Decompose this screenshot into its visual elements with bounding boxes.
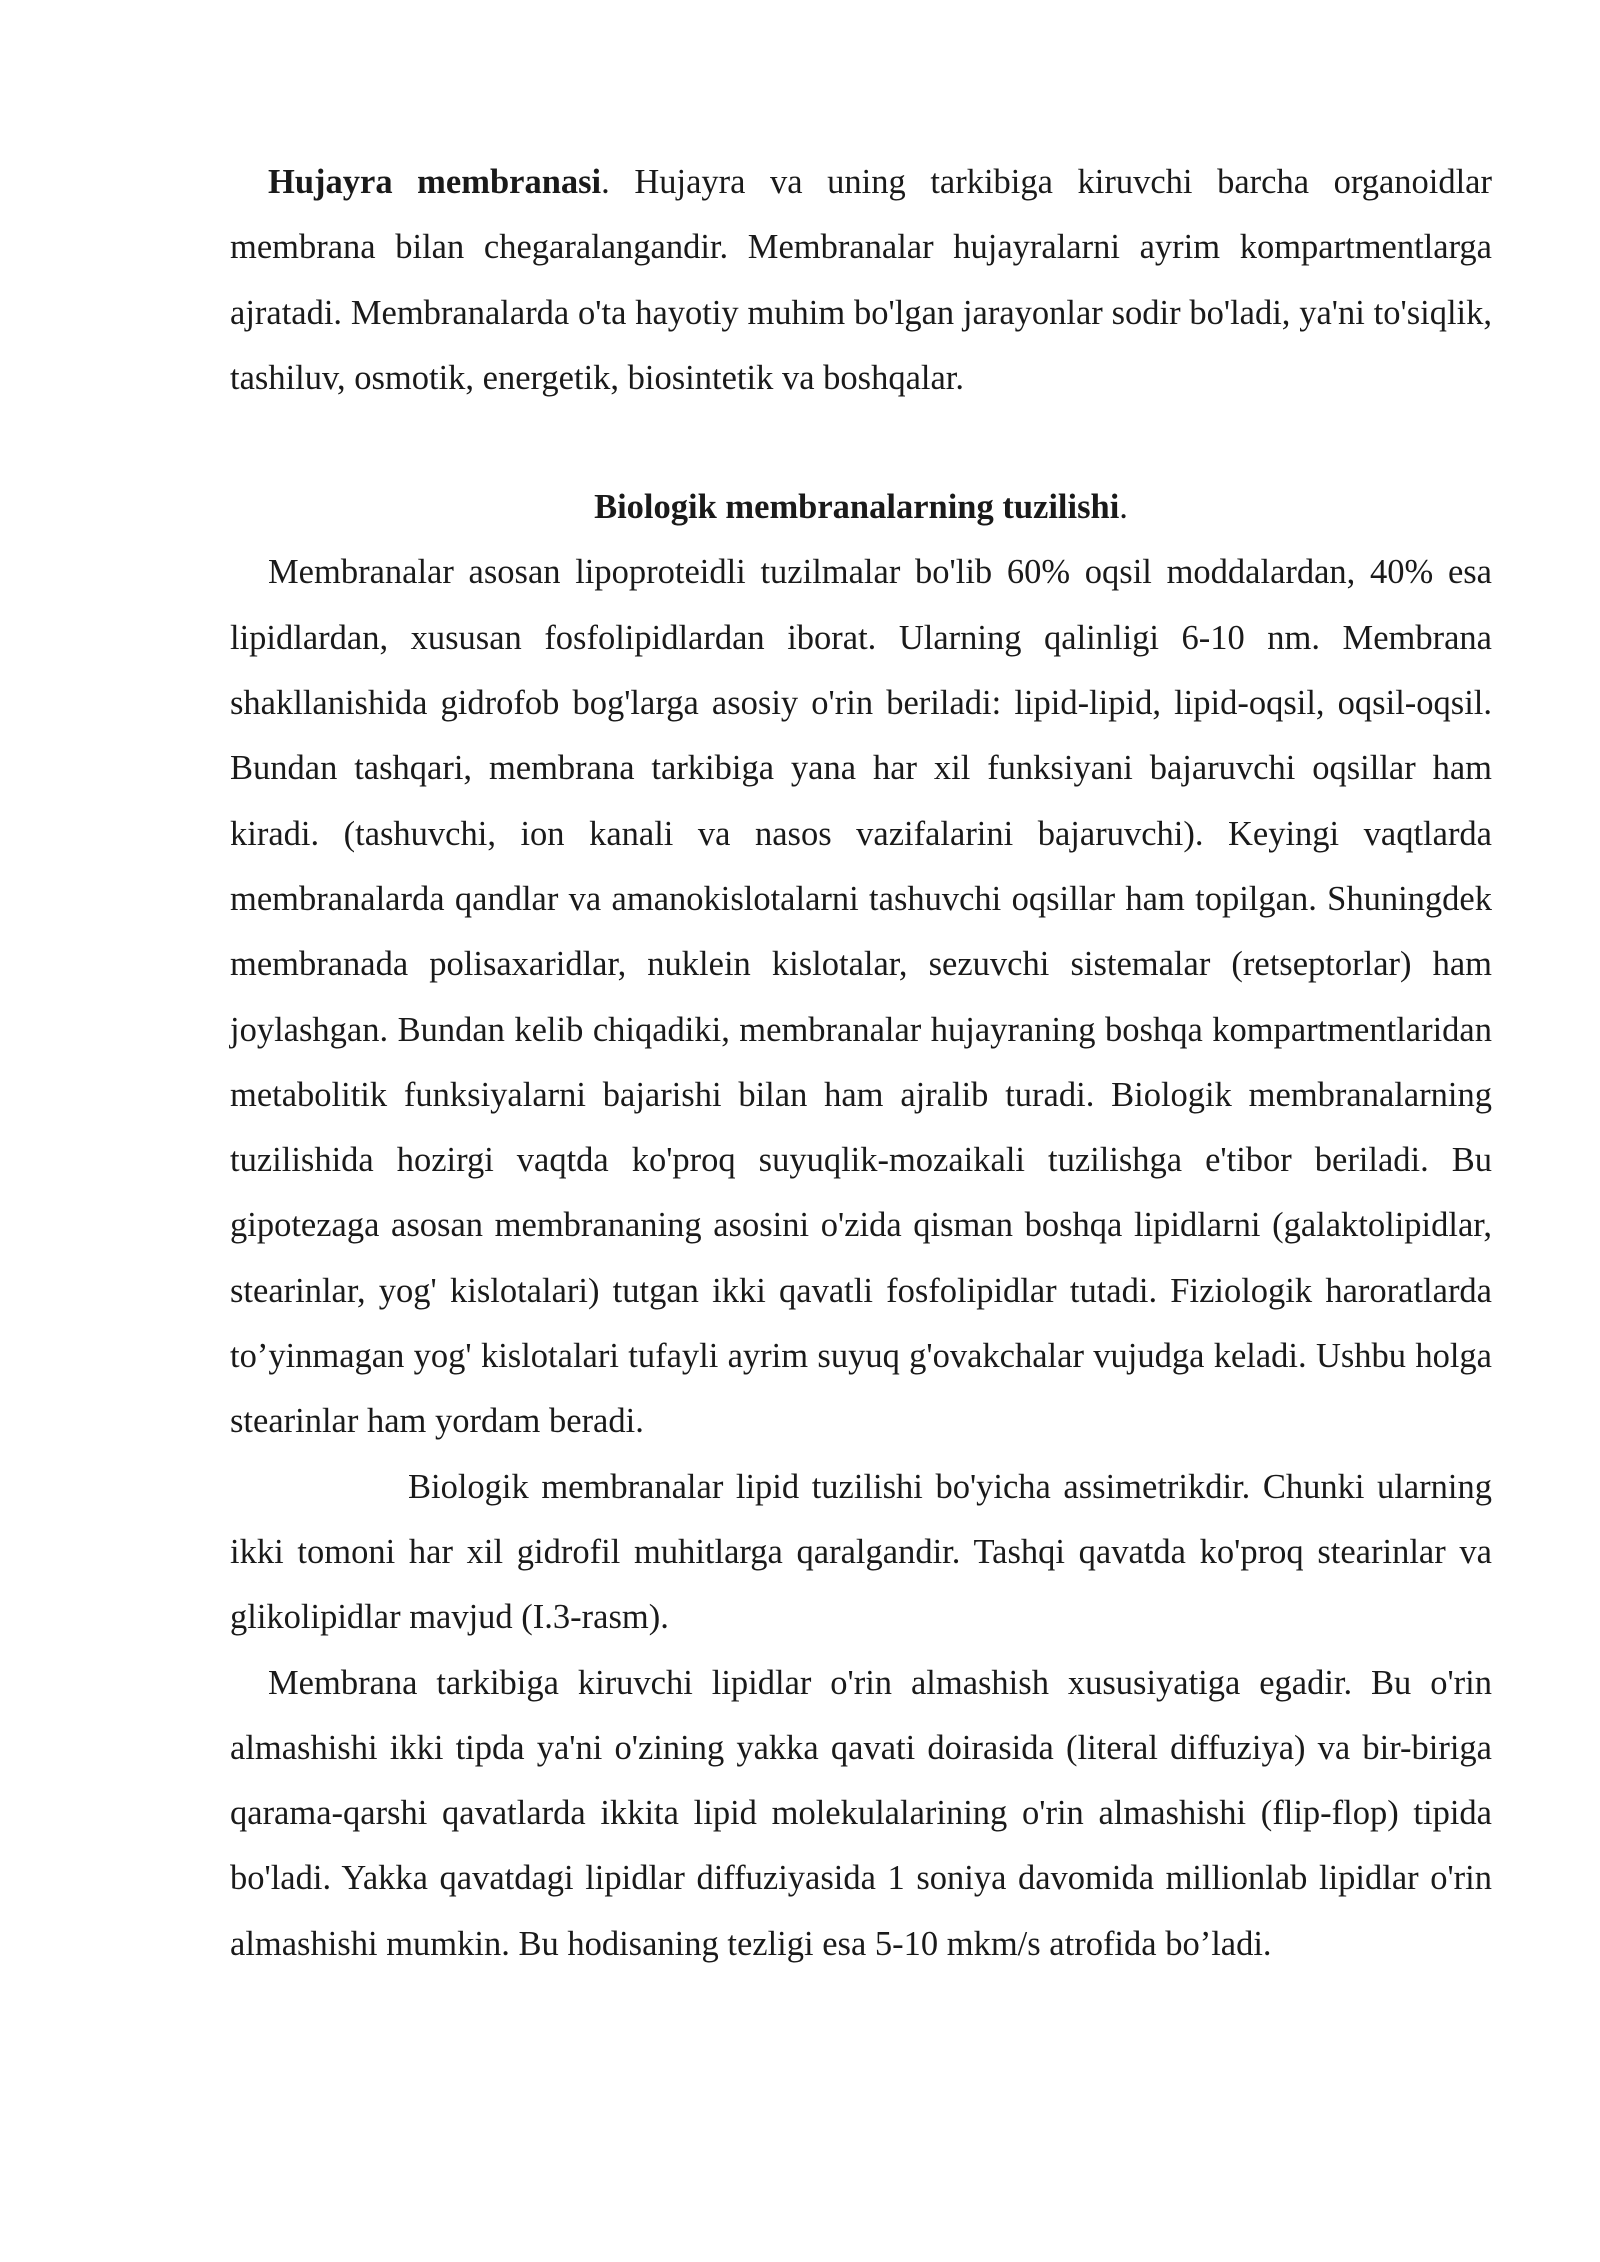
section-heading-punct: . xyxy=(1119,488,1128,527)
section-heading-title: Biologik membranalarning tuzilishi xyxy=(594,488,1120,527)
intro-text: Hujayra va uning tarkibiga kiruvchi barcha organoidlar membrana bilan chegaralangandir. Membranalar hujayralarni ayrim kompartmentlarga ajratadi. Membranalarda o'ta hayotiy muhim bo'lgan jarayonlar sodir bo'ladi, ya'ni to'siqlik, tashiluv, osmotik, energetik, biosintetik va boshqalar. xyxy=(230,163,1492,397)
body-paragraph-3: Membrana tarkibiga kiruvchi lipidlar o'rin almashish xususiyatiga egadir. Bu o'rin almashishi ikki tipda ya'ni o'zining yakka qavati doirasida (literal diffuziya) va bir-biriga qarama-qarshi qavatlarda ikkita lipid molekulalarining o'rin almashishi (flip-flop) tipida bo'ladi. Yakka qavatdagi lipidlar diffuziyasida 1 soniya davomida millionlab lipidlar o'rin almashishi mumkin. Bu hodisaning tezligi esa 5-10 mkm/s atrofida bo’ladi. xyxy=(230,1663,1492,1963)
body-paragraph-2: Biologik membranalar lipid tuzilishi bo'yicha assimetrikdir. Chunki ularning ikki tomoni har xil gidrofil muhitlarga qaralgandir. Tashqi qavatda ko'proq stearinlar va glikolipidlar mavjud (I.3-rasm). xyxy=(230,1467,1492,1637)
body-paragraph-1: Membranalar asosan lipoproteidli tuzilmalar bo'lib 60% oqsil moddalardan, 40% esa lipidlardan, xususan fosfolipidlardan iborat. Ularning qalinligi 6-10 nm. Membrana shakllanishida gidrofob bog'larga asosiy o'rin beriladi: lipid-lipid, lipid-oqsil, oqsil-oqsil. Bundan tashqari, membrana tarkibiga yana har xil funksiyani bajaruvchi oqsillar ham kiradi. (tashuvchi, ion kanali va nasos vazifalarini bajaruvchi). Keyingi vaqtlarda membranalarda qandlar va amanokislotalarni tashuvchi oqsillar ham topilgan. Shuningdek membranada polisaxaridlar, nuklein kislotalar, sezuvchi sistemalar (retseptorlar) ham joylashgan. Bundan kelib chiqadiki, membranalar hujayraning boshqa kompartmentlaridan metabolitik funksiyalarni bajarishi bilan ham ajralib turadi. Biologik membranalarning tuzilishida hozirgi vaqtda ko'proq suyuqlik-mozaikali tuzilishga e'tibor beriladi. Bu gipotezaga asosan membrananing asosini o'zida qisman boshqa lipidlarni (galaktolipidlar, stearinlar, yog' kislotalari) tutgan ikki qavatli fosfolipidlar tutadi. Fiziologik haroratlarda to’yinmagan yog' kislotalari tufayli ayrim suyuq g'ovakchalar vujudga keladi. Ushbu holga stearinlar ham yordam beradi. xyxy=(230,553,1492,1441)
section-gap xyxy=(230,411,1492,475)
intro-title-punct: . xyxy=(601,163,610,201)
document-page xyxy=(230,150,1492,1977)
section-heading xyxy=(230,475,1492,540)
intro-title: Hujayra membranasi xyxy=(268,163,602,201)
intro-paragraph xyxy=(230,150,1492,411)
